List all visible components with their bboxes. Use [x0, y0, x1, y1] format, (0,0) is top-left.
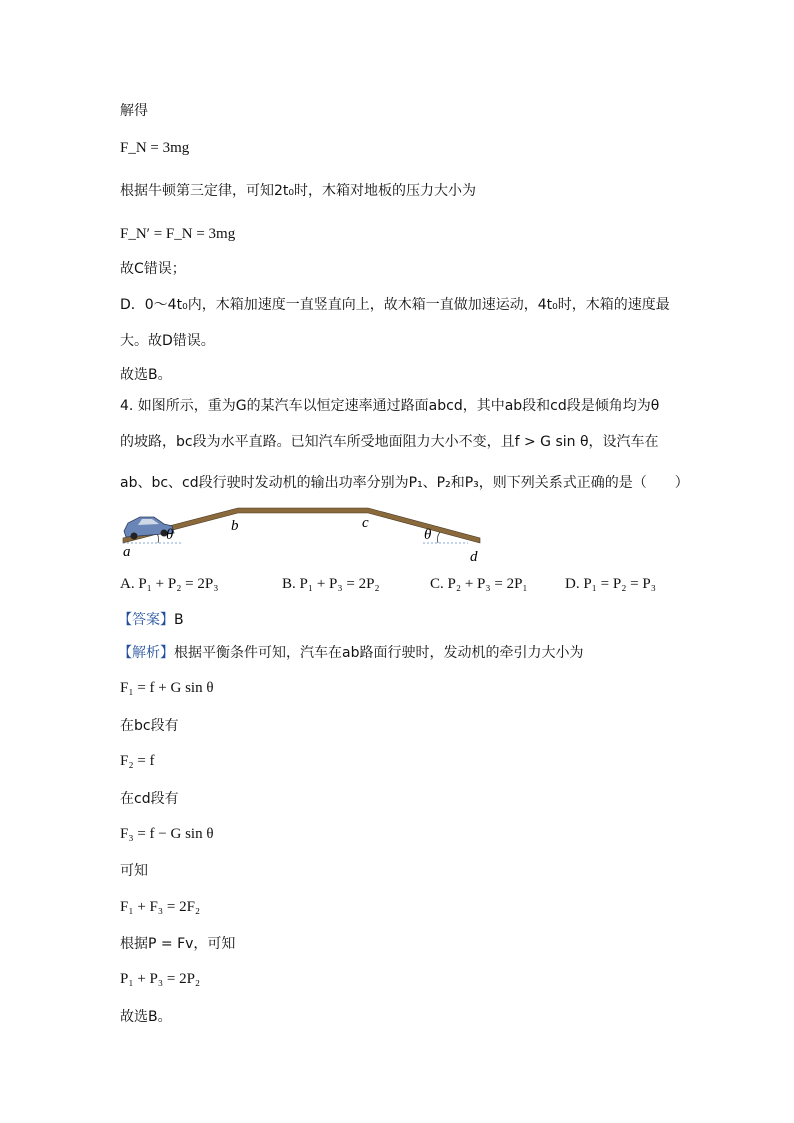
theta-left: θ	[166, 527, 174, 543]
text-solve: 解得	[120, 103, 148, 119]
text-c-wrong: 故C错误；	[120, 261, 186, 277]
answer-tag: 【答案】	[118, 612, 174, 628]
option-c: C. P₂ + P₃ = 2P₁	[430, 576, 528, 592]
analysis-text-1: 根据平衡条件可知，汽车在ab路面行驶时，发动机的牵引力大小为	[174, 645, 584, 661]
text-option-d-analysis: D．0～4t₀内，木箱加速度一直竖直向上，故木箱一直做加速运动，4t₀时，木箱的速度最	[120, 297, 670, 313]
option-b: B. P₁ + P₃ = 2P₂	[282, 576, 380, 592]
question-4-line-1: 4. 如图所示，重为G的某汽车以恒定速率通过路面abcd，其中ab段和cd段是倾角均为θ	[120, 398, 660, 414]
answer-line	[118, 610, 184, 630]
question-4-line-3: ab、bc、cd段行驶时发动机的输出功率分别为P₁、P₂和P₃，则下列关系式正确的是（ ）	[120, 475, 689, 491]
equation-fn-prime: F_N′ = F_N = 3mg	[120, 226, 236, 242]
text-d-wrong: 大。故D错误。	[120, 333, 215, 349]
equation-f3: F₃ = f − G sin θ	[120, 826, 214, 842]
text-final-choice: 故选B。	[120, 1009, 172, 1025]
text-choose-b: 故选B。	[120, 367, 172, 383]
text-cd-segment: 在cd段有	[120, 791, 179, 807]
equation-f1: F₁ = f + G sin θ	[120, 680, 214, 696]
analysis-tag: 【解析】	[118, 645, 174, 661]
theta-right: θ	[424, 527, 432, 543]
text-bc-segment: 在bc段有	[120, 718, 179, 734]
option-a: A. P₁ + P₂ = 2P₃	[120, 576, 219, 592]
option-d: D. P₁ = P₂ = P₃	[565, 576, 656, 592]
label-c: c	[362, 515, 369, 531]
label-b: b	[231, 518, 239, 534]
equation-f2: F₂ = f	[120, 753, 155, 769]
equation-fn: F_N = 3mg	[120, 140, 190, 156]
text-therefore: 可知	[120, 863, 148, 879]
label-a: a	[123, 544, 131, 560]
angle-arc-right	[437, 532, 440, 543]
question-4-line-2: 的坡路，bc段为水平直路。已知汽车所受地面阻力大小不变，且f > G sin θ，设汽车在	[120, 434, 659, 450]
analysis-line-1	[118, 643, 583, 663]
road-figure	[118, 505, 488, 565]
text-newton-third-law: 根据牛顿第三定律，可知2t₀时，木箱对地板的压力大小为	[120, 183, 477, 199]
label-d: d	[470, 549, 478, 565]
equation-f-sum: F₁ + F₃ = 2F₂	[120, 899, 201, 915]
text-power-formula: 根据P = Fv，可知	[120, 936, 236, 952]
answer-value: B	[174, 612, 184, 628]
equation-p-sum: P₁ + P₃ = 2P₂	[120, 971, 201, 987]
